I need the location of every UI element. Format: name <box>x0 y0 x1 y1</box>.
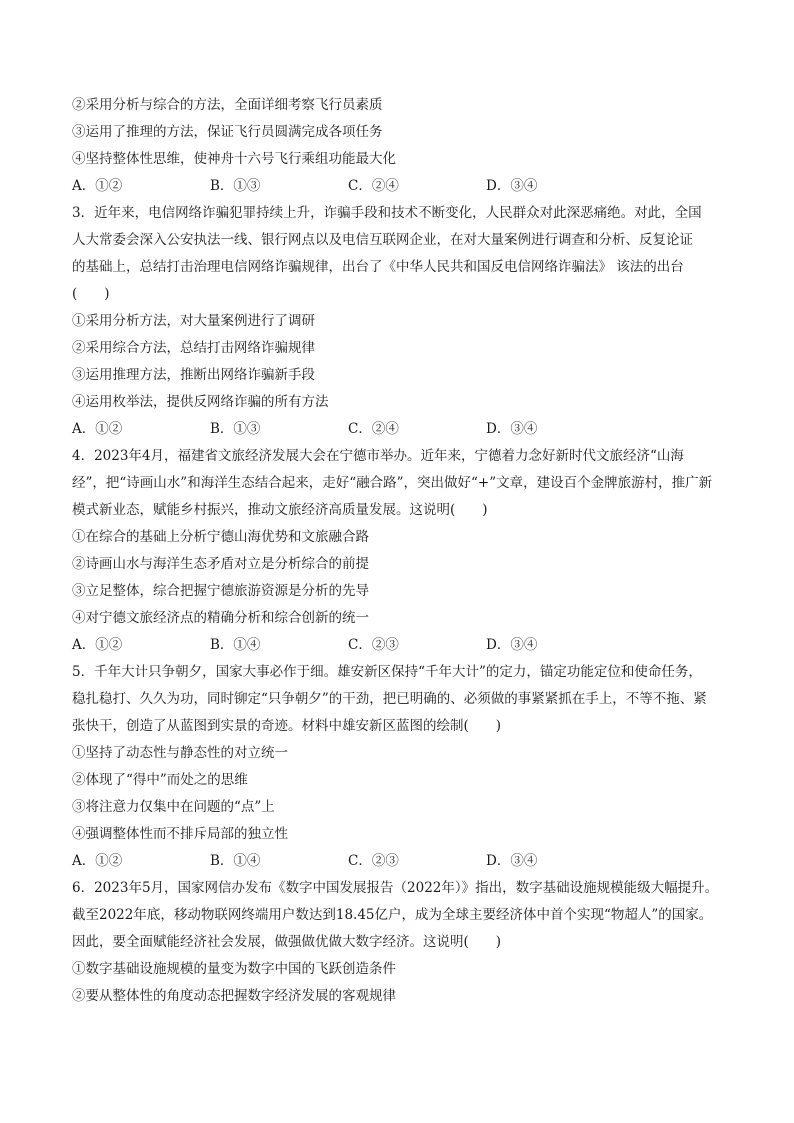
choice-a: A．①② <box>72 853 123 869</box>
option-line: ①数字基础设施规模的量变为数字中国的飞跃创造条件 <box>72 961 396 977</box>
choice-a: A．①② <box>72 421 123 437</box>
option-line: ④运用枚举法，提供反网络诈骗的所有方法 <box>72 394 329 410</box>
question-4 <box>72 443 728 659</box>
option-line: ②采用分析与综合的方法，全面详细考察飞行员素质 <box>72 97 383 113</box>
option-line: ②体现了“得中”而处之的思维 <box>72 772 248 788</box>
choice-c: C．②③ <box>348 637 399 653</box>
question-stem-line: 5．千年大计只争朝夕，国家大事必作于细。雄安新区保持“千年大计”的定力，锚定功能定位和使命任务， <box>72 664 702 680</box>
option-line: ②要从整体性的角度动态把握数字经济发展的客观规律 <box>72 988 396 1004</box>
choice-d: D．③④ <box>486 178 538 194</box>
question-stem-line: 的基础上，总结打击治理电信网络诈骗规律，出台了《中华人民共和国反电信网络诈骗法》 该法的出台 <box>72 259 684 275</box>
option-line: ④坚持整体性思维，使神舟十六号飞行乘组功能最大化 <box>72 151 396 167</box>
question-stem-line: 稳扎稳打、久久为功，同时铆定“只争朝夕”的干劲，把已明确的、必须做的事紧紧抓在手上，不等不拖、紧 <box>72 691 707 707</box>
choice-b: B．①③ <box>210 178 261 194</box>
question-stem-line: 人大常委会深入公安执法一线、银行网点以及电信互联网企业，在对大量案例进行调查和分析、反复论证 <box>72 232 693 248</box>
question-stem-line: 因此，要全面赋能经济社会发展，做强做优做大数字经济。这说明( ) <box>72 934 502 950</box>
question-stem-line: 经”，把“诗画山水”和海洋生态结合起来，走好“融合路”，突出做好“+”文章，建设百个金牌旅游村，推广新 <box>72 475 713 491</box>
choice-b: B．①④ <box>210 637 261 653</box>
choice-b: B．①③ <box>210 421 261 437</box>
choice-d: D．③④ <box>486 637 538 653</box>
option-line: ④强调整体性而不排斥局部的独立性 <box>72 826 288 842</box>
choice-c: C．②④ <box>348 421 399 437</box>
option-line: ②采用综合方法，总结打击网络诈骗规律 <box>72 340 315 356</box>
question-2-tail <box>72 92 728 200</box>
question-stem-line: 3．近年来，电信网络诈骗犯罪持续上升，诈骗手段和技术不断变化，人民群众对此深恶痛绝。对此，全国 <box>72 205 702 221</box>
choice-d: D．③④ <box>486 853 538 869</box>
answer-choices <box>72 848 728 875</box>
choice-a: A．①② <box>72 178 123 194</box>
choice-b: B．①④ <box>210 853 261 869</box>
question-stem-line: 截至2022年底，移动物联网终端用户数达到18.45亿户，成为全球主要经济体中首个实现“物超人”的国家。 <box>72 907 713 923</box>
answer-choices <box>72 632 728 659</box>
choice-c: C．②③ <box>348 853 399 869</box>
question-stem-line: ( ) <box>72 286 110 302</box>
option-line: ④对宁德文旅经济点的精确分析和综合创新的统一 <box>72 610 369 626</box>
choice-d: D．③④ <box>486 421 538 437</box>
answer-choices <box>72 173 728 200</box>
question-stem-line: 6．2023年5月，国家网信办发布《数字中国发展报告（2022年）》指出，数字基础设施规模能级大幅提升。 <box>72 880 719 896</box>
question-5 <box>72 659 728 875</box>
option-line: ①在综合的基础上分析宁德山海优势和文旅融合路 <box>72 529 369 545</box>
option-line: ③运用了推理的方法，保证飞行员圆满完成各项任务 <box>72 124 383 140</box>
question-3 <box>72 200 728 443</box>
option-line: ①采用分析方法，对大量案例进行了调研 <box>72 313 315 329</box>
question-stem-line: 4．2023年4月，福建省文旅经济发展大会在宁德市举办。近年来，宁德着力念好新时代文旅经济“山海 <box>72 448 684 464</box>
answer-choices <box>72 416 728 443</box>
option-line: ③将注意力仅集中在问题的“点”上 <box>72 799 275 815</box>
option-line: ①坚持了动态性与静态性的对立统一 <box>72 745 288 761</box>
option-line: ③运用推理方法，推断出网络诈骗新手段 <box>72 367 315 383</box>
question-stem-line: 模式新业态，赋能乡村振兴，推动文旅经济高质量发展。这说明( ) <box>72 502 488 518</box>
option-line: ②诗画山水与海洋生态矛盾对立是分析综合的前提 <box>72 556 369 572</box>
option-line: ③立足整体，综合把握宁德旅游资源是分析的先导 <box>72 583 369 599</box>
choice-a: A．①② <box>72 637 123 653</box>
question-6 <box>72 875 728 1010</box>
question-stem-line: 张快干，创造了从蓝图到实景的奇迹。材料中雄安新区蓝图的绘制( ) <box>72 718 502 734</box>
choice-c: C．②④ <box>348 178 399 194</box>
